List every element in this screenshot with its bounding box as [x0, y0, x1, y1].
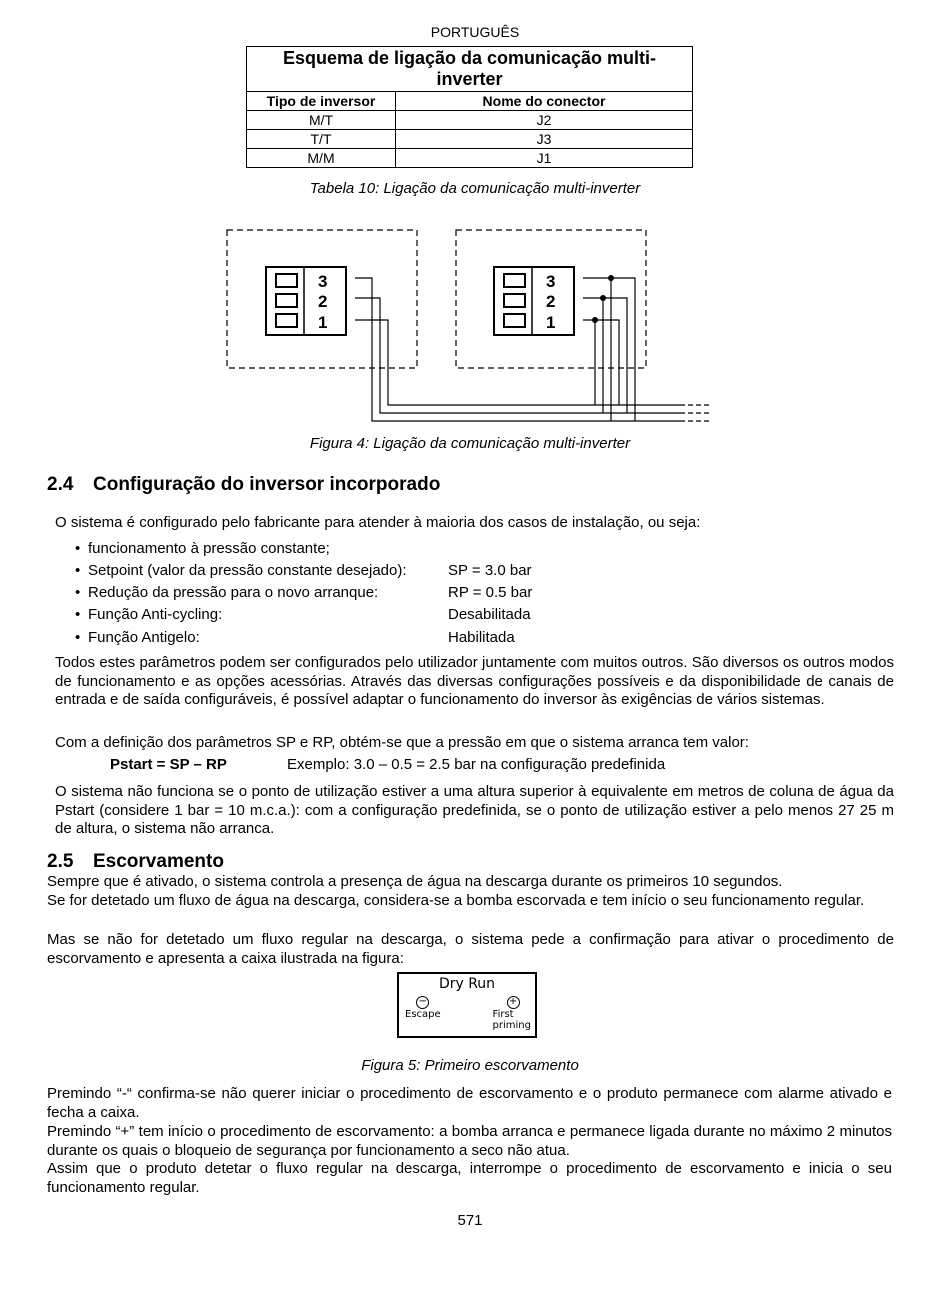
section-2-5-paragraph: Premindo “+” tem início o procedimento de escorvamento: a bomba arranca e permanece ligada durante no máximo 2 minutos durante os quais o bloqueio de segurança por funcionamento a seco não atua.	[47, 1123, 892, 1159]
page-number: 571	[457, 1212, 483, 1229]
column-header-connector-name: Nome do conector	[396, 92, 693, 111]
section-2-4-intro: O sistema é configurado pelo fabricante para atender à maioria dos casos de instalação, ou seja:	[55, 514, 701, 531]
minus-icon: −	[416, 996, 429, 1009]
setting-value: Habilitada	[448, 629, 515, 646]
table-row	[247, 130, 693, 149]
dry-run-dialog	[397, 972, 537, 1038]
setting-value: SP = 3.0 bar	[448, 562, 532, 579]
multi-inverter-connection-table	[246, 46, 693, 168]
figure-4-caption: Figura 4: Ligação da comunicação multi-inverter	[309, 435, 631, 452]
pstart-formula: Pstart = SP – RP	[110, 756, 227, 773]
multi-inverter-wiring-diagram	[0, 220, 950, 430]
escape-button[interactable]	[405, 996, 441, 1021]
first-priming-button[interactable]	[493, 996, 531, 1031]
first-priming-label-2: priming	[492, 1020, 531, 1031]
table-cell: J2	[396, 111, 693, 130]
figure-5-caption: Figura 5: Primeiro escorvamento	[361, 1057, 579, 1074]
right-terminal-3-label: 3	[546, 272, 556, 291]
section-2-4-paragraph: Todos estes parâmetros podem ser configurados pelo utilizador juntamente com muitos outros. São diversos os outros modos de funcionamento e as opções acessórias. Através das diversas configurações possíveis e da disponibilidade de canais de entrada e de saída configuráveis, é possível adaptar o funcionamento do inversor às exigências de vários sistemas.	[55, 654, 894, 708]
page-language-header: PORTUGUÊS	[430, 24, 520, 40]
plus-icon: +	[507, 996, 520, 1009]
table-cell: T/T	[247, 130, 396, 149]
table-cell: M/T	[247, 111, 396, 130]
section-2-5-number: 2.5	[47, 851, 74, 872]
left-terminal-3-label: 3	[318, 272, 328, 291]
section-2-5-paragraph: Mas se não for detetado um fluxo regular na descarga, o sistema pede a confirmação para ativar o procedimento de escorvamento e apresenta a caixa ilustrada na figura:	[47, 931, 894, 967]
section-2-4-number: 2.4	[47, 474, 74, 495]
column-header-inverter-type: Tipo de inversor	[247, 92, 396, 111]
pstart-example: Exemplo: 3.0 – 0.5 = 2.5 bar na configuração predefinida	[287, 756, 666, 773]
table-row	[247, 149, 693, 168]
section-2-5-title: Escorvamento	[93, 851, 224, 872]
table-cell: J1	[396, 149, 693, 168]
escape-label: Escape	[405, 1009, 441, 1020]
first-priming-label-1: First	[492, 1009, 514, 1020]
table-title: Esquema de ligação da comunicação multi-inverter	[247, 47, 693, 92]
table-cell: M/M	[247, 149, 396, 168]
left-terminal-2-label: 2	[318, 292, 328, 311]
setting-value: Desabilitada	[448, 606, 531, 623]
right-terminal-2-label: 2	[546, 292, 556, 311]
table-row	[247, 111, 693, 130]
right-connector-block	[494, 267, 574, 335]
section-2-4-paragraph: Com a definição dos parâmetros SP e RP, obtém-se que a pressão em que o sistema arranca tem valor:	[55, 734, 749, 751]
section-2-4-paragraph: O sistema não funciona se o ponto de utilização estiver a uma altura superior à equivalente em metros de coluna de água da Pstart (considere 1 bar = 10 m.c.a.): com a configuração predefinida, se o ponto de utilização estiver a pelo menos 27 25 m de altura, o sistema não arranca.	[55, 783, 894, 837]
dialog-title: Dry Run	[438, 976, 496, 992]
section-2-5-paragraph: Premindo “-“ confirma-se não querer iniciar o procedimento de escorvamento e o produto permanece com alarme ativado e fecha a caixa.	[47, 1085, 892, 1121]
left-connector-block	[266, 267, 346, 335]
table-cell: J3	[396, 130, 693, 149]
left-terminal-1-label: 1	[318, 313, 328, 332]
table-caption: Tabela 10: Ligação da comunicação multi-inverter	[309, 180, 641, 197]
setting-value: RP = 0.5 bar	[448, 584, 533, 601]
section-2-5-paragraph: Sempre que é ativado, o sistema controla a presença de água na descarga durante os primeiros 10 segundos.	[47, 873, 783, 890]
section-2-5-paragraph: Assim que o produto detetar o fluxo regular na descarga, interrompe o procedimento de escorvamento e inicia o seu funcionamento regular.	[47, 1160, 892, 1196]
section-2-5-paragraph: Se for detetado um fluxo de água na descarga, considera-se a bomba escorvada e tem início o seu funcionamento regular.	[47, 892, 865, 909]
right-terminal-1-label: 1	[546, 313, 556, 332]
section-2-4-title: Configuração do inversor incorporado	[93, 474, 441, 495]
